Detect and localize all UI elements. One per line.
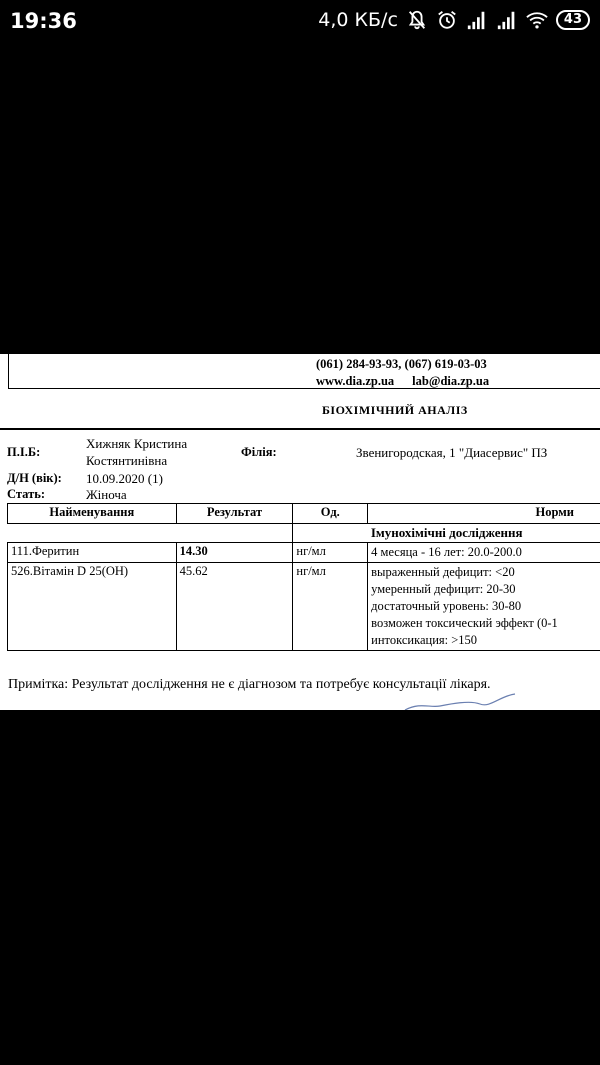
lab-report-document (0, 354, 600, 710)
test-result: 45.62 (176, 563, 293, 651)
divider (8, 354, 9, 388)
lab-email: lab@dia.zp.ua (412, 374, 490, 388)
sex-label: Стать: (7, 487, 45, 501)
table-row (8, 543, 600, 563)
battery-icon: 43 (556, 10, 590, 30)
name-label: П.І.Б: (7, 445, 41, 459)
section-row (8, 524, 600, 543)
signal-icon (466, 9, 488, 31)
dob-label: Д/Н (вік): (7, 471, 62, 485)
test-name: 111.Феритин (8, 543, 177, 563)
header-unit: Од. (293, 504, 368, 524)
header-result: Результат (176, 504, 293, 524)
test-name: 526.Вітамін D 25(OH) (8, 563, 177, 651)
patient-name-line1: Хижняк Кристина (86, 436, 188, 451)
lab-phones: (061) 284-93-93, (067) 619-03-03 (316, 357, 487, 371)
test-norms (368, 563, 600, 651)
report-note: Примітка: Результат дослідження не є діагнозом та потребує консультації лікаря. (8, 677, 491, 692)
test-result: 14.30 (176, 543, 293, 563)
dob-value: 10.09.2020 (1) (86, 471, 163, 486)
norm-line: умеренный дефицит: 20-30 (371, 582, 516, 596)
header-name: Найменування (8, 504, 177, 524)
test-unit: нг/мл (293, 543, 368, 563)
bell-off-icon (406, 9, 428, 31)
table-header-row (8, 504, 600, 524)
results-table (7, 503, 600, 651)
table-row (8, 563, 600, 651)
signal-icon (496, 9, 518, 31)
norm-line: интоксикация: >150 (371, 633, 478, 647)
report-title: БІОХІМІЧНИЙ АНАЛІЗ (322, 403, 468, 417)
signature-icon (400, 692, 520, 710)
patient-name-line2: Костянтинівна (86, 453, 168, 468)
norm-line: достаточный уровень: 30-80 (371, 599, 522, 613)
lab-website: www.dia.zp.ua (316, 374, 395, 388)
section-title: Імунохімічні дослідження (293, 524, 600, 543)
norm-line: возможен токсический эффект (0-1 (371, 616, 558, 630)
test-norms (368, 543, 600, 563)
test-unit: нг/мл (293, 563, 368, 651)
network-speed: 4,0 КБ/с (318, 9, 398, 31)
alarm-icon (436, 9, 458, 31)
sex-value: Жіноча (86, 487, 127, 502)
branch-label: Філія: (241, 445, 277, 459)
norm-line: выраженный дефицит: <20 (371, 565, 515, 579)
status-bar (0, 0, 600, 44)
lab-contacts (316, 356, 489, 390)
divider (8, 388, 600, 389)
norm-line: 4 месяца - 16 лет: 20.0-200.0 (371, 545, 522, 559)
header-norms: Норми (368, 504, 600, 524)
status-icons (318, 9, 590, 31)
wifi-icon (526, 9, 548, 31)
divider (0, 428, 600, 430)
branch-value: Звенигородская, 1 "Диасервис" ПЗ (356, 445, 548, 460)
status-time: 19:36 (10, 9, 77, 33)
